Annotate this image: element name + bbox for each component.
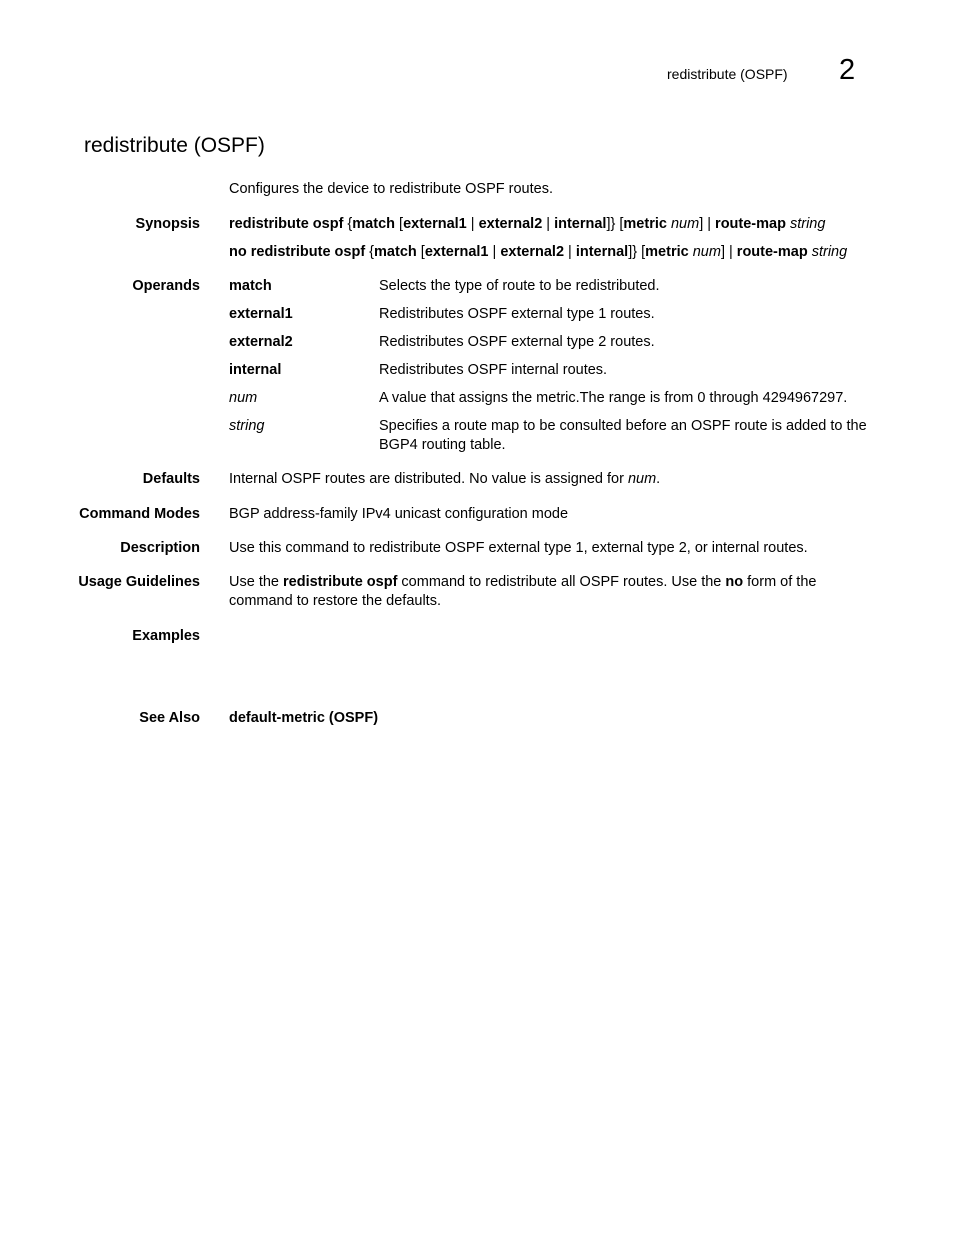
operand-desc: Redistributes OSPF internal routes. — [379, 362, 608, 378]
syn-bracket: [ — [395, 216, 404, 232]
usage-mid: command to redistribute all OSPF routes. Use the — [397, 574, 726, 590]
syn-sep: | — [564, 244, 576, 260]
see-also-label: See Also — [139, 710, 200, 726]
syn-ext1: external1 — [403, 216, 467, 232]
usage-cmd: redistribute ospf — [283, 574, 398, 590]
usage-pre: Use the — [229, 574, 283, 590]
syn-internal: internal — [575, 244, 629, 260]
syn-metric: metric — [623, 216, 667, 232]
page-title: redistribute (OSPF) — [84, 134, 265, 157]
operand-desc: Selects the type of route to be redistributed. — [379, 278, 660, 294]
operand-term: external1 — [229, 306, 293, 322]
syn-num: num — [688, 244, 721, 260]
syn-ext2: external2 — [478, 216, 543, 232]
syn-ext1: external1 — [424, 244, 489, 260]
usage-no: no — [725, 574, 744, 590]
syn-ext2: external2 — [500, 244, 565, 260]
usage-guidelines-text — [229, 573, 829, 611]
synopsis-line-2 — [229, 244, 847, 260]
syn-sep: | — [466, 216, 479, 232]
syn-brace: { — [343, 216, 353, 232]
syn-internal: internal — [554, 216, 607, 232]
syn-string: string — [807, 244, 848, 260]
synopsis-line-1 — [229, 216, 825, 232]
command-modes-label: Command Modes — [79, 506, 200, 522]
usage-guidelines-label: Usage Guidelines — [78, 574, 200, 590]
summary-text: Configures the device to redistribute OSPF routes. — [229, 181, 553, 197]
defaults-var: num — [627, 471, 657, 487]
operand-term: match — [229, 278, 272, 294]
operand-term: string — [229, 418, 265, 434]
syn-close: ]} [ — [606, 216, 624, 232]
defaults-text — [229, 470, 660, 489]
syn-bracket: [ — [416, 244, 425, 260]
syn-close: ] | — [720, 244, 737, 260]
command-modes-text: BGP address-family IPv4 unicast configuration mode — [229, 506, 569, 522]
defaults-label: Defaults — [142, 471, 200, 487]
operand-desc: Redistributes OSPF external type 1 routes. — [379, 306, 655, 322]
syn-metric: metric — [645, 244, 689, 260]
operand-term: num — [229, 390, 258, 406]
operand-desc: Redistributes OSPF external type 2 routes. — [379, 334, 655, 350]
operand-term: external2 — [229, 334, 293, 350]
defaults-end: . — [656, 471, 661, 487]
operand-desc: A value that assigns the metric.The range is from 0 through 4294967297. — [379, 390, 848, 406]
operands-label: Operands — [132, 278, 200, 294]
operand-desc: Specifies a route map to be consulted before an OSPF route is added to the BGP4 routing table. — [379, 418, 867, 453]
syn-routemap: route-map — [736, 244, 808, 260]
syn-sep: | — [488, 244, 501, 260]
syn-string: string — [785, 216, 826, 232]
synopsis-label: Synopsis — [135, 216, 200, 232]
running-header-title: redistribute (OSPF) — [667, 66, 788, 82]
syn-close: ] | — [699, 216, 716, 232]
description-label: Description — [120, 540, 200, 556]
syn-cmd: redistribute ospf — [229, 216, 344, 232]
see-also-link[interactable]: default-metric (OSPF) — [229, 710, 379, 726]
syn-match: match — [352, 216, 395, 232]
description-text: Use this command to redistribute OSPF external type 1, external type 2, or internal routes. — [229, 540, 808, 556]
examples-label: Examples — [132, 628, 200, 644]
chapter-number: 2 — [839, 54, 856, 86]
defaults-sentence: Internal OSPF routes are distributed. No value is assigned for — [229, 471, 628, 487]
syn-close: ]} [ — [628, 244, 646, 260]
syn-match: match — [374, 244, 417, 260]
syn-sep: | — [542, 216, 555, 232]
usage-post: form of the command to restore the defaults. — [229, 574, 817, 609]
syn-cmd: no redistribute ospf — [229, 244, 366, 260]
syn-num: num — [666, 216, 700, 232]
syn-brace: { — [365, 244, 375, 260]
operand-term: internal — [229, 362, 282, 378]
syn-routemap: route-map — [715, 216, 786, 232]
